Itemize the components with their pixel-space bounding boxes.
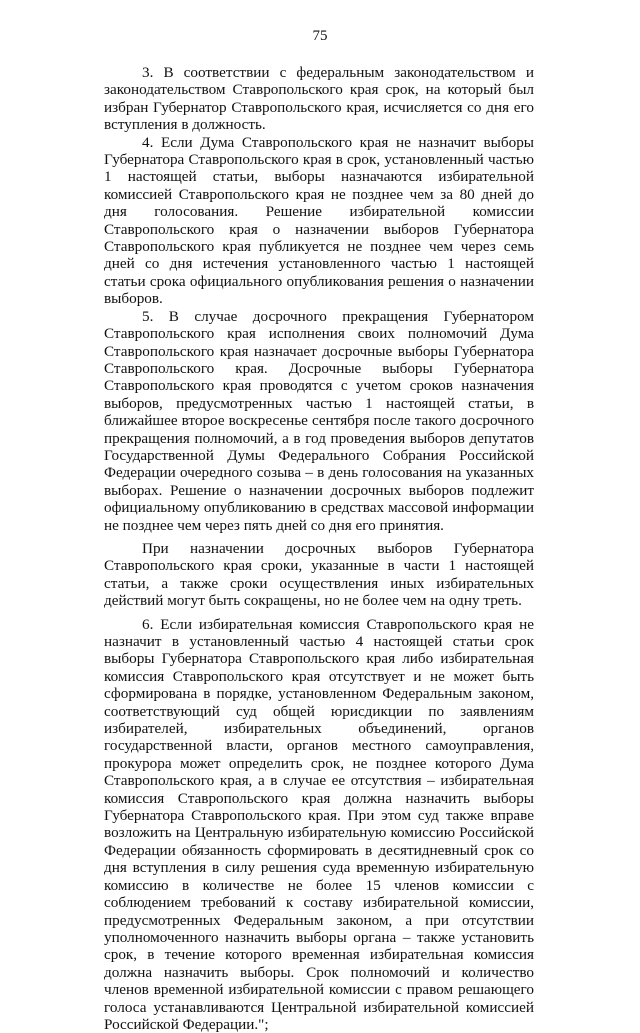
document-body — [104, 64, 534, 1033]
paragraph-5-continuation: При назначении досрочных выборов Губернатора Ставропольского края сроки, указанные в части 1 настоящей статьи, а также сроки осуществления иных избирательных действий могут быть сокращены, но не более чем на одну треть. — [104, 539, 534, 610]
paragraph-4: 4. Если Дума Ставропольского края не назначит выборы Губернатора Ставропольского края в срок, установленный частью 1 настоящей статьи, выборы назначаются избирательной комиссией Ставропольского края не позднее чем за 80 дней до дня голосования. Решение избирательной комиссии Ставропольского края о назначении выборов Губернатора Ставропольского края публикуется не позднее чем через семь дней со дня истечения установленного частью 1 настоящей статьи срока официального опубликования решения о назначении выборов. — [104, 133, 534, 308]
paragraph-6: 6. Если избирательная комиссия Ставропольского края не назначит в установленный частью 4 настоящей статьи срок выборы Губернатора Ставропольского края либо избирательная комиссия Ставропольского края отсутствует и не может быть сформирована в порядке, установленном Федеральным законом, соответствующий суд общей юрисдикции по заявлениям избирателей, избирательных объединений, органов государственной власти, органов местного самоуправления, прокурора может определить срок, не позднее которого Дума Ставропольского края, а в случае ее отсутствия – избирательная комиссия Ставропольского края должна назначить выборы Губернатора Ставропольского края. При этом суд также вправе возложить на Центральную избирательную комиссию Российской Федерации обязанность сформировать в десятидневный срок со дня вступления в силу решения суда временную избирательную комиссию в количестве не более 15 членов комиссии с соблюдением требований к составу избирательной комиссии, предусмотренных Федеральным законом, а при отсутствии уполномоченного назначить выборы органа – также установить срок, в течение которого временная избирательная комиссия должна назначить выборы. Срок полномочий и количество членов временной избирательной комиссии с правом решающего голоса устанавливаются Центральной избирательной комиссией Российской Федерации."; — [104, 615, 534, 1033]
paragraph-3: 3. В соответствии с федеральным законодательством и законодательством Ставропольского края срок, на который был избран Губернатор Ставропольского края, исчисляется со дня его вступления в должность. — [104, 64, 534, 134]
paragraph-5: 5. В случае досрочного прекращения Губернатором Ставропольского края исполнения своих полномочий Дума Ставропольского края назначает досрочные выборы Губернатора Ставропольского края. Досрочные выборы Губернатора Ставропольского края проводятся с учетом сроков назначения выборов, предусмотренных частью 1 настоящей статьи, в ближайшее второе воскресенье сентября после такого досрочного прекращения полномочий, а в год проведения выборов депутатов Государственной Думы Федерального Собрания Российской Федерации очередного созыва – в день голосования на указанных выборах. Решение о назначении досрочных выборов подлежит официальному опубликованию в средствах массовой информации не позднее чем через пять дней со дня его принятия. — [104, 307, 534, 534]
page-number: 75 — [312, 28, 328, 44]
